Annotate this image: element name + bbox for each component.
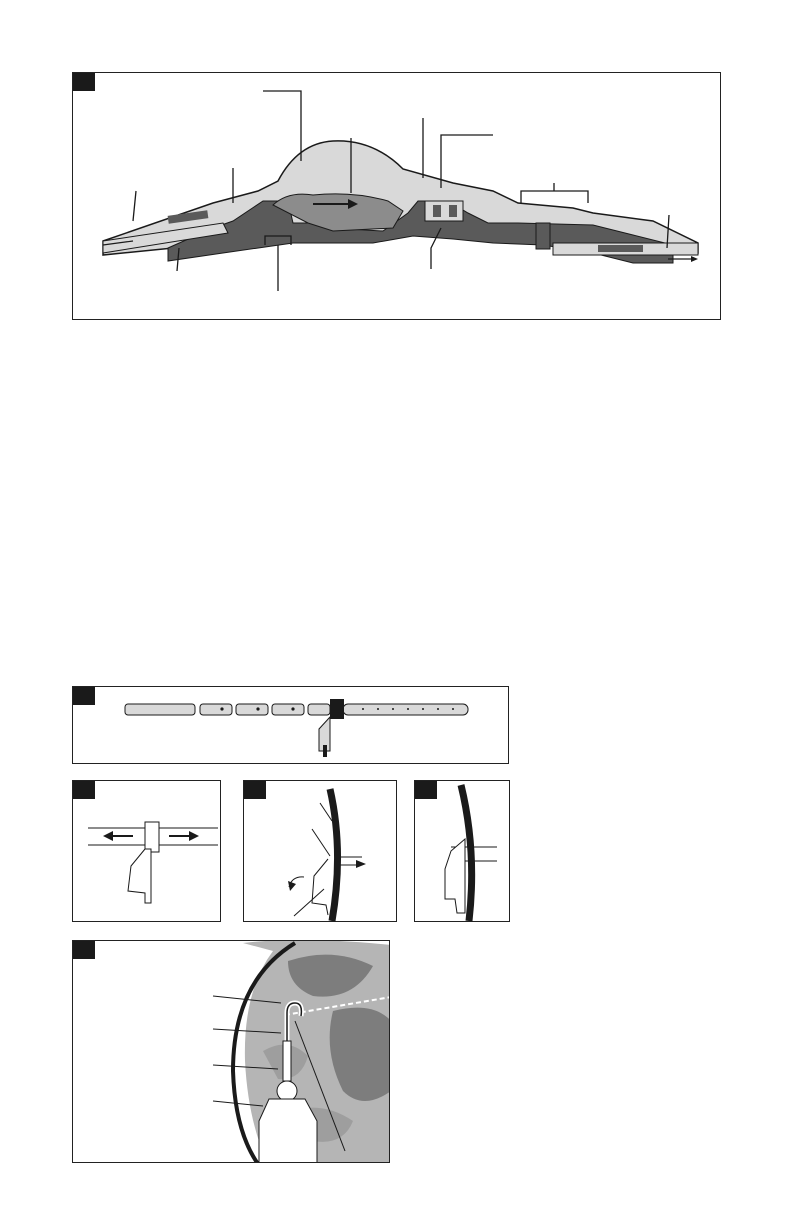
arrow-right-icon: [189, 831, 199, 841]
hook-knob: [277, 1081, 297, 1101]
catheter-segment: [125, 704, 195, 715]
valve-part: [433, 205, 441, 217]
clip-block: [330, 699, 344, 719]
arrow-left-icon: [103, 831, 113, 841]
valve-diagram: [73, 73, 722, 321]
leader-line-inlet: [133, 191, 136, 221]
slider-diagram: [73, 781, 222, 923]
figure-insertion: [243, 780, 397, 922]
leader-line-mechanism: [441, 135, 493, 188]
insertion-holder: [312, 859, 328, 915]
handle-body: [259, 1099, 317, 1163]
catheter-segment: [272, 704, 304, 715]
push-arrow-icon: [356, 860, 366, 868]
figure-brain-placement: [72, 940, 390, 1163]
figure-seated: [414, 780, 510, 922]
outflow-arrowhead: [691, 256, 698, 262]
rotate-arrow-icon: [288, 881, 296, 891]
leader-line: [312, 829, 330, 856]
slider-holder: [128, 849, 151, 903]
brain-diagram: [73, 941, 390, 1163]
slider-block: [145, 822, 159, 852]
seated-holder: [445, 839, 465, 913]
figure-slider: [72, 780, 221, 922]
bracket-connector: [521, 191, 588, 203]
insertion-diagram: [244, 781, 398, 923]
clip-handle: [323, 745, 327, 757]
valve-part: [449, 205, 457, 217]
connector: [536, 223, 550, 249]
catheter-segment: [308, 704, 330, 715]
figure-catheter-strip: [72, 686, 509, 764]
catheter-segment: [200, 704, 232, 715]
outlet-marker: [598, 245, 643, 252]
leader-line-dome: [263, 91, 301, 161]
seated-diagram: [415, 781, 511, 923]
valve-mechanism: [425, 201, 463, 221]
hook-stem: [283, 1041, 291, 1081]
catheter-diagram: [73, 687, 510, 765]
figure-valve-cross-section: [72, 72, 721, 320]
catheter-tip: [343, 704, 468, 715]
catheter-curved: [330, 789, 338, 921]
catheter-segment: [236, 704, 268, 715]
